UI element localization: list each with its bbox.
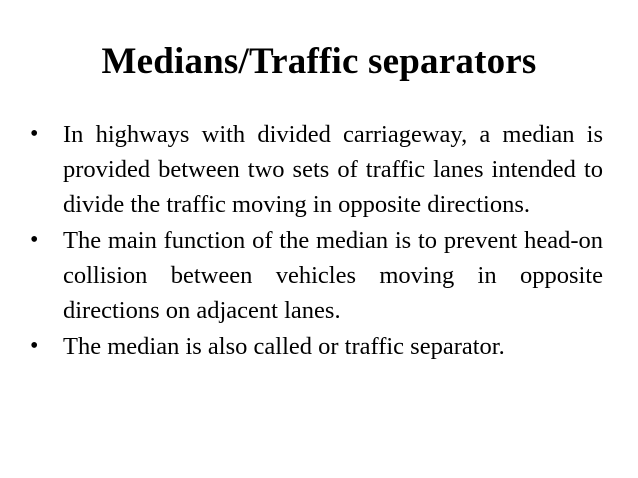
- bullet-item: [30, 223, 603, 328]
- bullet-text: In highways with divided carriageway, a median is provided between two sets of traffic lanes intended to divide the traffic moving in opposite directions.: [63, 121, 603, 218]
- bullet-text: The median is also called or traffic separator.: [63, 333, 505, 360]
- bullet-item: [30, 329, 603, 364]
- bullet-icon: •: [30, 121, 39, 147]
- bullet-icon: •: [30, 227, 39, 253]
- slide-title: Medians/Traffic separators: [101, 41, 537, 82]
- bullet-icon: •: [30, 333, 39, 359]
- bullet-list: [30, 117, 603, 365]
- bullet-text: The main function of the median is to prevent head-on collision between vehicles moving in opposite directions on adjacent lanes.: [63, 227, 603, 324]
- bullet-item: [30, 117, 603, 222]
